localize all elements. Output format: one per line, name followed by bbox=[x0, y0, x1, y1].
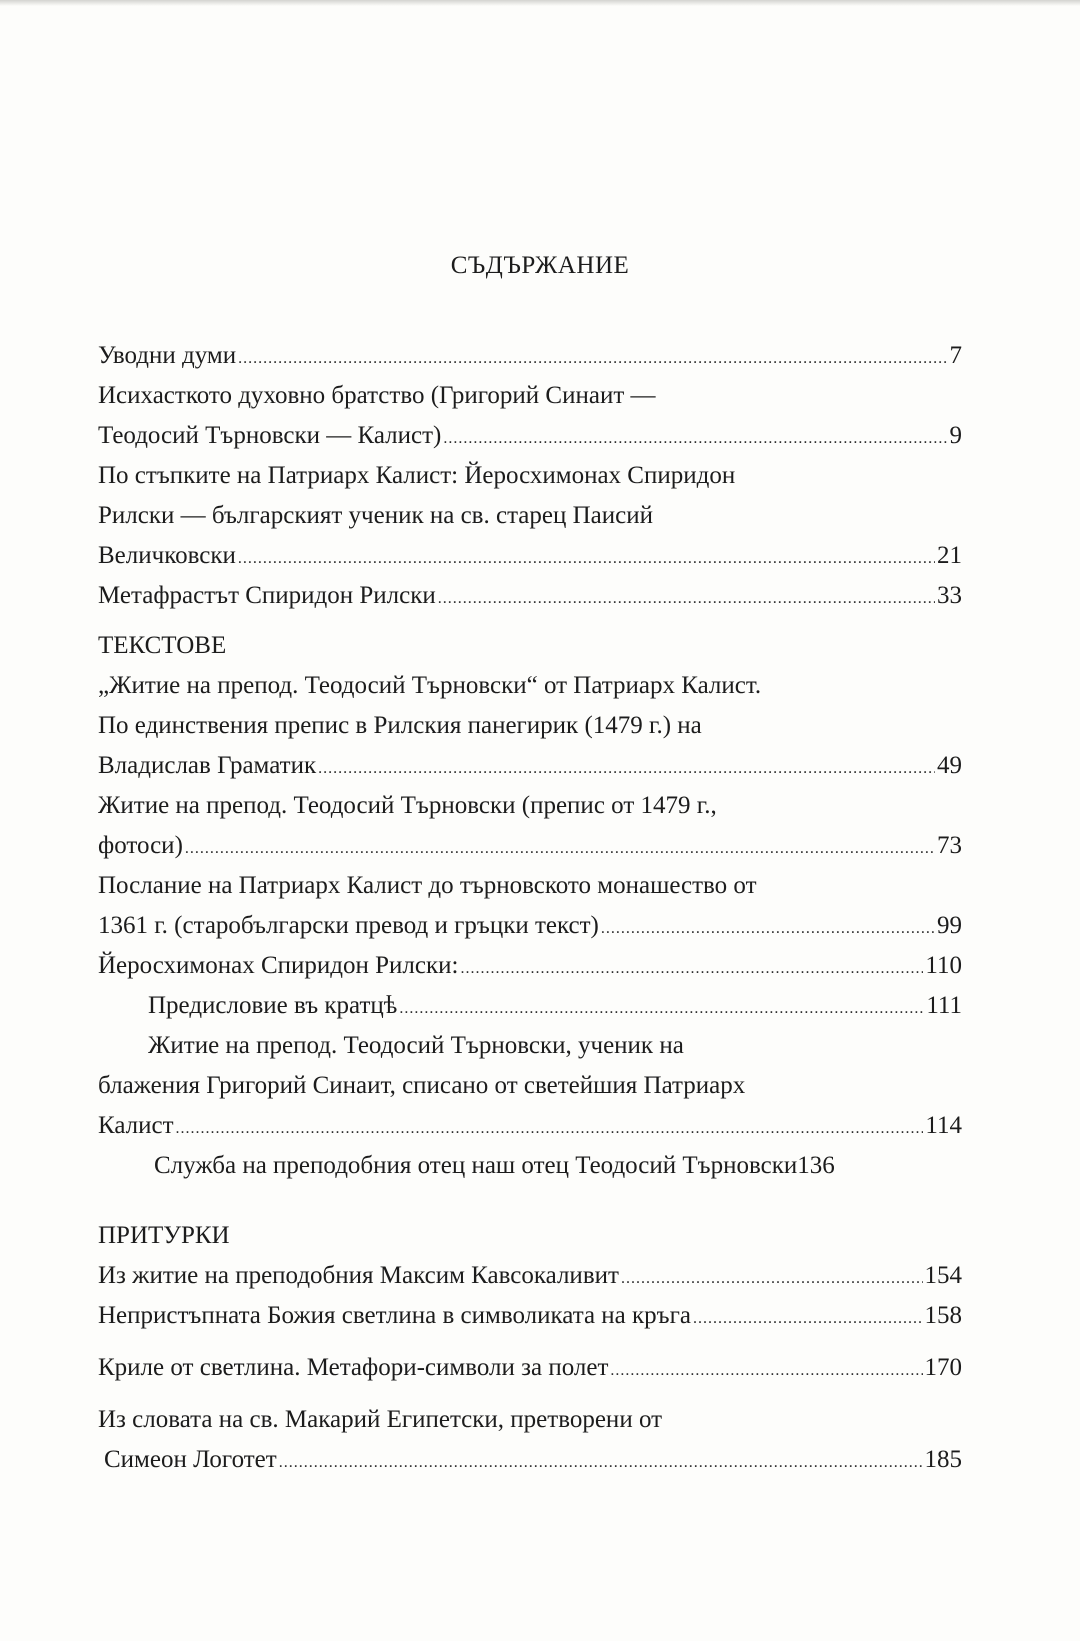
toc-page-number: 185 bbox=[924, 1446, 962, 1473]
toc-page-number: 114 bbox=[925, 1112, 962, 1139]
toc-entry-text: Предисловие въ кратцѣ bbox=[148, 992, 398, 1019]
toc-entry-text: „Житие на препод. Теодосий Търновски“ от Патриарх Калист. bbox=[98, 672, 762, 699]
toc-entry-text: Уводни думи bbox=[98, 342, 237, 369]
section-heading-supplements: ПРИТУРКИ bbox=[98, 1222, 230, 1249]
toc-entry-text: По единствения препис в Рилския панегирик (1479 г.) на bbox=[98, 712, 702, 739]
toc-page-number: 21 bbox=[937, 542, 962, 569]
toc-page-number: 136 bbox=[797, 1152, 835, 1179]
leader-dots bbox=[610, 1351, 922, 1391]
table-of-contents bbox=[98, 336, 962, 1480]
toc-entry-text: Теодосий Търновски — Калист) bbox=[98, 422, 442, 449]
toc-entry-text: По стъпките на Патриарх Калист: Йеросхимонах Спиридон bbox=[98, 462, 736, 489]
page-title: СЪДЪРЖАНИЕ bbox=[450, 252, 630, 279]
toc-entry-metaphrast[interactable] bbox=[98, 576, 962, 616]
toc-entry-inaccessible-light[interactable] bbox=[98, 1296, 962, 1336]
toc-entry-text: Из житие на преподобния Максим Кавсокаливит bbox=[98, 1262, 619, 1289]
toc-entry-service-theodosius[interactable] bbox=[98, 1146, 962, 1186]
toc-entry-text: Метафрастът Спиридон Рилски bbox=[98, 582, 436, 609]
toc-entry-text: Криле от светлина. Метафори-символи за полет bbox=[98, 1354, 609, 1381]
toc-entry-preface[interactable] bbox=[98, 986, 962, 1026]
toc-entry-text: Исихасткото духовно братство (Григорий Синаит — bbox=[98, 382, 656, 409]
toc-entry-spiridon-rilski[interactable] bbox=[98, 946, 962, 986]
leader-dots bbox=[621, 1259, 923, 1299]
toc-page-number: 170 bbox=[924, 1354, 962, 1381]
toc-entry-text: Из словата на св. Макарий Египетски, претворени от bbox=[98, 1406, 663, 1433]
toc-entry-text: Владислав Граматик bbox=[98, 752, 317, 779]
leader-dots bbox=[601, 909, 935, 949]
toc-page-number: 33 bbox=[937, 582, 962, 609]
toc-entry-text: Величковски bbox=[98, 542, 236, 569]
toc-entry-text: Непристъпната Божия светлина в символиката на кръга bbox=[98, 1302, 691, 1329]
page-top-edge bbox=[0, 0, 1080, 6]
leader-dots bbox=[443, 419, 947, 459]
leader-dots bbox=[185, 829, 935, 869]
toc-entry-wings-of-light[interactable] bbox=[98, 1348, 962, 1388]
leader-dots bbox=[238, 339, 947, 379]
toc-page-number: 111 bbox=[926, 992, 962, 1019]
leader-dots bbox=[438, 579, 935, 619]
toc-page-number: 99 bbox=[937, 912, 962, 939]
toc-page-number: 110 bbox=[925, 952, 962, 979]
toc-entry-text: фотоси) bbox=[98, 832, 183, 859]
leader-dots bbox=[279, 1443, 923, 1483]
toc-page-number: 158 bbox=[924, 1302, 962, 1329]
toc-entry-text: 1361 г. (старобългарски превод и гръцки текст) bbox=[98, 912, 599, 939]
toc-entry-text: Калист bbox=[98, 1112, 174, 1139]
leader-dots bbox=[693, 1299, 923, 1339]
toc-entry-life-theodosius-photos[interactable] bbox=[98, 786, 962, 866]
toc-entry-intro[interactable] bbox=[98, 336, 962, 376]
toc-entry-text: Симеон Логотет bbox=[104, 1446, 277, 1473]
toc-entry-text: Житие на препод. Теодосий Търновски, ученик на bbox=[148, 1032, 684, 1059]
toc-entry-life-theodosius-disciple[interactable] bbox=[98, 1026, 962, 1146]
toc-entry-text: Житие на препод. Теодосий Търновски (препис от 1479 г., bbox=[98, 792, 717, 819]
toc-page-number: 9 bbox=[949, 422, 962, 449]
leader-dots bbox=[318, 749, 935, 789]
toc-entry-life-theodosius-callistus[interactable] bbox=[98, 666, 962, 786]
leader-dots bbox=[460, 949, 923, 989]
leader-dots bbox=[238, 539, 935, 579]
toc-entry-macarius-egyptian[interactable] bbox=[98, 1400, 962, 1480]
toc-entry-text: Служба на преподобния отец наш отец Теодосий Търновски bbox=[154, 1152, 798, 1179]
leader-dots bbox=[176, 1109, 924, 1149]
toc-page-number: 7 bbox=[949, 342, 962, 369]
toc-page-number: 49 bbox=[937, 752, 962, 779]
toc-entry-text: Йеросхимонах Спиридон Рилски: bbox=[98, 952, 459, 979]
toc-entry-text: Послание на Патриарх Калист до търновското монашество от bbox=[98, 872, 757, 899]
toc-entry-text: блажения Григорий Синаит, списано от светейшия Патриарх bbox=[98, 1072, 746, 1099]
section-heading-texts: ТЕКСТОВЕ bbox=[98, 632, 227, 659]
toc-page-number: 73 bbox=[937, 832, 962, 859]
leader-dots bbox=[399, 989, 924, 1029]
toc-page-number: 154 bbox=[924, 1262, 962, 1289]
toc-entry-maximus-kavsokalivit[interactable] bbox=[98, 1256, 962, 1296]
toc-entry-patriarch-callistus-steps[interactable] bbox=[98, 456, 962, 576]
toc-entry-text: Рилски — българският ученик на св. старец Паисий bbox=[98, 502, 654, 529]
toc-entry-hesychast-brotherhood[interactable] bbox=[98, 376, 962, 456]
toc-entry-epistle-callistus[interactable] bbox=[98, 866, 962, 946]
